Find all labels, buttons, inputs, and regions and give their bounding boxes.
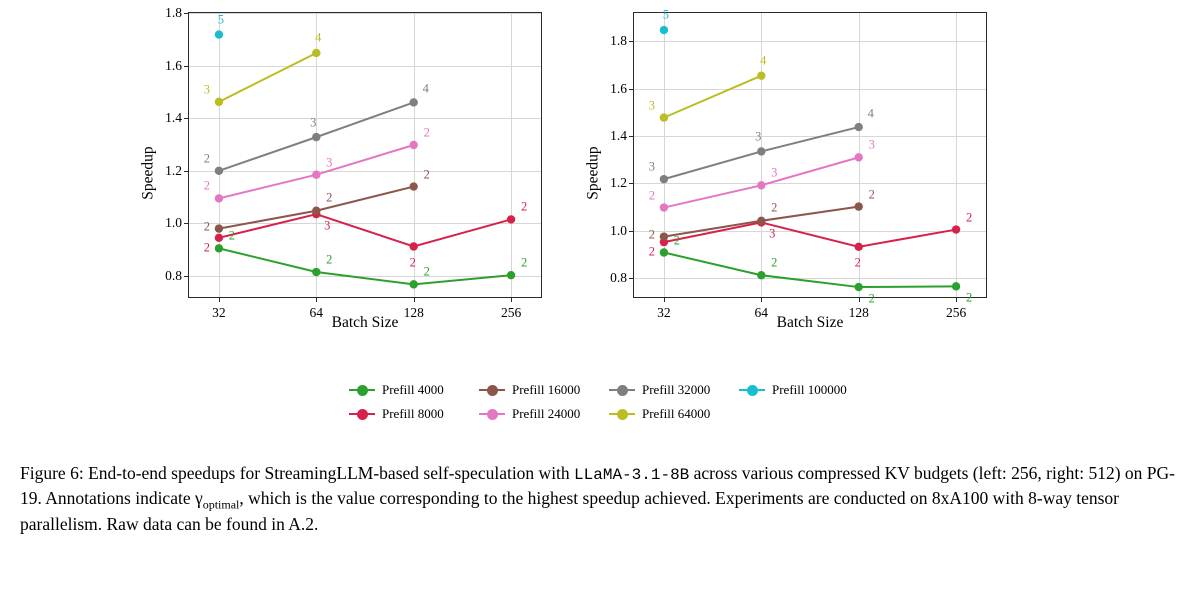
data-point: [409, 242, 417, 250]
data-point-annotation: 4: [867, 106, 874, 121]
data-point-annotation: 3: [326, 155, 333, 170]
caption-gamma-subscript: optimal: [202, 497, 240, 512]
y-axis-tick-label: 0.8: [165, 267, 182, 283]
data-point: [409, 98, 417, 106]
plot-area-left: [165, 5, 542, 320]
legend-item: [479, 406, 609, 422]
data-point: [854, 153, 862, 161]
data-point: [757, 271, 765, 279]
x-axis-tick-mark: [414, 297, 415, 302]
x-axis-label-left: Batch Size: [331, 314, 399, 331]
data-point: [660, 175, 668, 183]
series-line: [664, 222, 956, 246]
data-point-annotation: 3: [310, 115, 317, 130]
data-point: [757, 147, 765, 155]
data-point: [215, 224, 223, 232]
data-point-annotation: 2: [771, 200, 778, 215]
data-point: [215, 234, 223, 242]
legend-line-icon: [739, 389, 765, 391]
data-point-annotation: 2: [771, 255, 778, 270]
legend-label: Prefill 100000: [772, 382, 847, 397]
y-axis-tick-label: 1.6: [610, 80, 627, 96]
data-point: [660, 232, 668, 240]
caption-text-3: , which is the value corresponding to the highest speedup achieved. Experiments are conducted on 8xA100 with 8-way tensor parallelism. Raw data can be found in A.2.: [20, 487, 1120, 534]
x-axis-tick-label: 256: [945, 305, 967, 320]
data-point: [757, 72, 765, 80]
legend-item: [349, 406, 479, 422]
data-point-annotation: 2: [648, 227, 656, 242]
legend-label: Prefill 8000: [382, 406, 444, 421]
data-point-annotation: 2: [854, 255, 861, 270]
legend: [349, 378, 869, 426]
x-axis-label-right: Batch Size: [776, 314, 844, 331]
data-point: [757, 181, 765, 189]
data-point-annotation: 2: [326, 252, 333, 267]
figure-caption: [20, 462, 1185, 536]
data-point-annotation: 3: [324, 218, 331, 233]
data-point-annotation: 2: [423, 167, 430, 182]
legend-line-icon: [479, 413, 505, 415]
y-axis-label-right: Speedup: [584, 146, 602, 200]
series-layer: [634, 13, 986, 297]
chart-panel-left: [120, 5, 550, 338]
data-point: [854, 123, 862, 131]
data-point: [312, 49, 320, 57]
legend-item: [739, 382, 869, 398]
data-point: [312, 133, 320, 141]
data-point: [215, 194, 223, 202]
data-point-annotation: 2: [520, 255, 528, 270]
data-point-annotation: 3: [203, 82, 211, 97]
data-point-annotation: 3: [868, 137, 875, 152]
data-point: [660, 248, 668, 256]
legend-item: [609, 406, 739, 422]
legend-label: Prefill 64000: [642, 406, 711, 421]
legend-line-icon: [349, 389, 375, 391]
data-point-annotation: 2: [203, 178, 211, 193]
x-axis-tick-label: 64: [309, 305, 324, 320]
data-point: [215, 244, 223, 252]
data-point: [312, 268, 320, 276]
y-axis-tick-label: 1.2: [165, 162, 182, 178]
data-point: [215, 167, 223, 175]
x-axis-tick-mark: [511, 297, 512, 302]
x-axis-tick-label: 64: [754, 305, 769, 320]
data-point-annotation: 2: [228, 228, 236, 243]
legend-line-icon: [349, 413, 375, 415]
series-line: [664, 253, 956, 288]
legend-label: Prefill 16000: [512, 382, 581, 397]
data-point: [507, 215, 515, 223]
series-line: [219, 248, 511, 284]
legend-line-icon: [609, 389, 635, 391]
y-axis-tick-label: 1.4: [165, 110, 182, 126]
x-axis-tick-label: 128: [403, 305, 424, 320]
data-point-annotation: 5: [662, 7, 670, 22]
y-axis-tick-label: 1.8: [610, 33, 627, 49]
data-point: [312, 207, 320, 215]
data-point-annotation: 2: [326, 190, 333, 205]
caption-text-1: End-to-end speedups for StreamingLLM-based self-speculation with: [83, 463, 575, 483]
data-point-annotation: 4: [315, 30, 322, 45]
series-line: [219, 214, 511, 246]
x-axis-tick-mark: [956, 297, 957, 302]
data-point: [215, 98, 223, 106]
x-axis-tick-label: 256: [500, 305, 522, 320]
data-point-annotation: 2: [203, 151, 211, 166]
data-point-annotation: 2: [409, 255, 416, 269]
data-point-annotation: 2: [203, 240, 211, 255]
data-point-annotation: 3: [771, 165, 778, 180]
chart-panel-right: [565, 8, 995, 338]
caption-text-2: across various compressed KV budgets (left: 256, right: 512) on PG-19. Annotations indicate γ: [20, 463, 1175, 508]
data-point: [854, 243, 862, 251]
data-point-annotation: 2: [648, 188, 656, 203]
legend-label: Prefill 32000: [642, 382, 711, 397]
data-point: [952, 282, 960, 290]
x-axis-tick-mark: [219, 297, 220, 302]
y-axis-tick-label: 1.0: [165, 215, 182, 231]
x-axis-tick-mark: [859, 297, 860, 302]
data-point-annotation: 2: [203, 219, 211, 234]
data-point-annotation: 3: [648, 98, 656, 113]
legend-item: [349, 382, 479, 398]
legend-item: [609, 382, 739, 398]
data-point: [757, 217, 765, 225]
legend-label: Prefill 24000: [512, 406, 581, 421]
caption-model-name: LLaMA-3.1-8B: [574, 466, 690, 484]
data-point: [215, 30, 223, 38]
data-point-annotation: 2: [673, 233, 681, 247]
data-point-annotation: 4: [760, 53, 767, 68]
data-point: [409, 182, 417, 190]
data-point-annotation: 3: [755, 129, 762, 144]
y-axis-tick-label: 1.8: [165, 5, 182, 20]
series-line: [219, 53, 316, 102]
data-point: [409, 280, 417, 288]
figure-number: Figure 6:: [20, 463, 84, 483]
legend-label: Prefill 4000: [382, 382, 444, 397]
data-point-annotation: 2: [965, 210, 973, 225]
data-point-annotation: 2: [423, 264, 430, 279]
series-line: [664, 76, 761, 118]
x-axis-tick-label: 128: [848, 305, 869, 320]
data-point: [507, 271, 515, 279]
plot-area-right: [610, 7, 987, 320]
data-point: [952, 225, 960, 233]
legend-line-icon: [479, 389, 505, 391]
y-axis-tick-label: 1.2: [610, 175, 627, 191]
data-point: [409, 141, 417, 149]
data-point-annotation: 2: [520, 199, 528, 214]
data-point: [660, 203, 668, 211]
legend-item: [479, 382, 609, 398]
data-point: [312, 171, 320, 179]
x-axis-tick-mark: [664, 297, 665, 302]
data-point-annotation: 2: [868, 291, 875, 306]
series-layer: [189, 13, 541, 297]
x-axis-tick-label: 32: [212, 305, 226, 320]
y-axis-tick-label: 1.4: [610, 128, 627, 144]
data-point-annotation: 3: [769, 226, 776, 241]
x-axis-tick-mark: [316, 297, 317, 302]
data-point-annotation: 2: [868, 187, 875, 202]
x-axis-tick-label: 32: [657, 305, 671, 320]
data-point-annotation: 4: [422, 81, 429, 96]
data-point-annotation: 2: [648, 244, 656, 259]
data-point: [660, 26, 668, 34]
x-axis-tick-mark: [761, 297, 762, 302]
data-point: [854, 202, 862, 210]
data-point-annotation: 5: [217, 12, 225, 27]
y-axis-tick-label: 1.0: [610, 222, 627, 238]
data-point-annotation: 3: [648, 159, 656, 174]
y-axis-tick-label: 0.8: [610, 270, 627, 286]
data-point: [854, 283, 862, 291]
y-axis-tick-label: 1.6: [165, 57, 182, 73]
y-axis-label-left: Speedup: [139, 146, 157, 200]
data-point-annotation: 2: [423, 125, 430, 140]
data-point: [660, 113, 668, 121]
legend-line-icon: [609, 413, 635, 415]
data-point-annotation: 2: [965, 290, 973, 305]
